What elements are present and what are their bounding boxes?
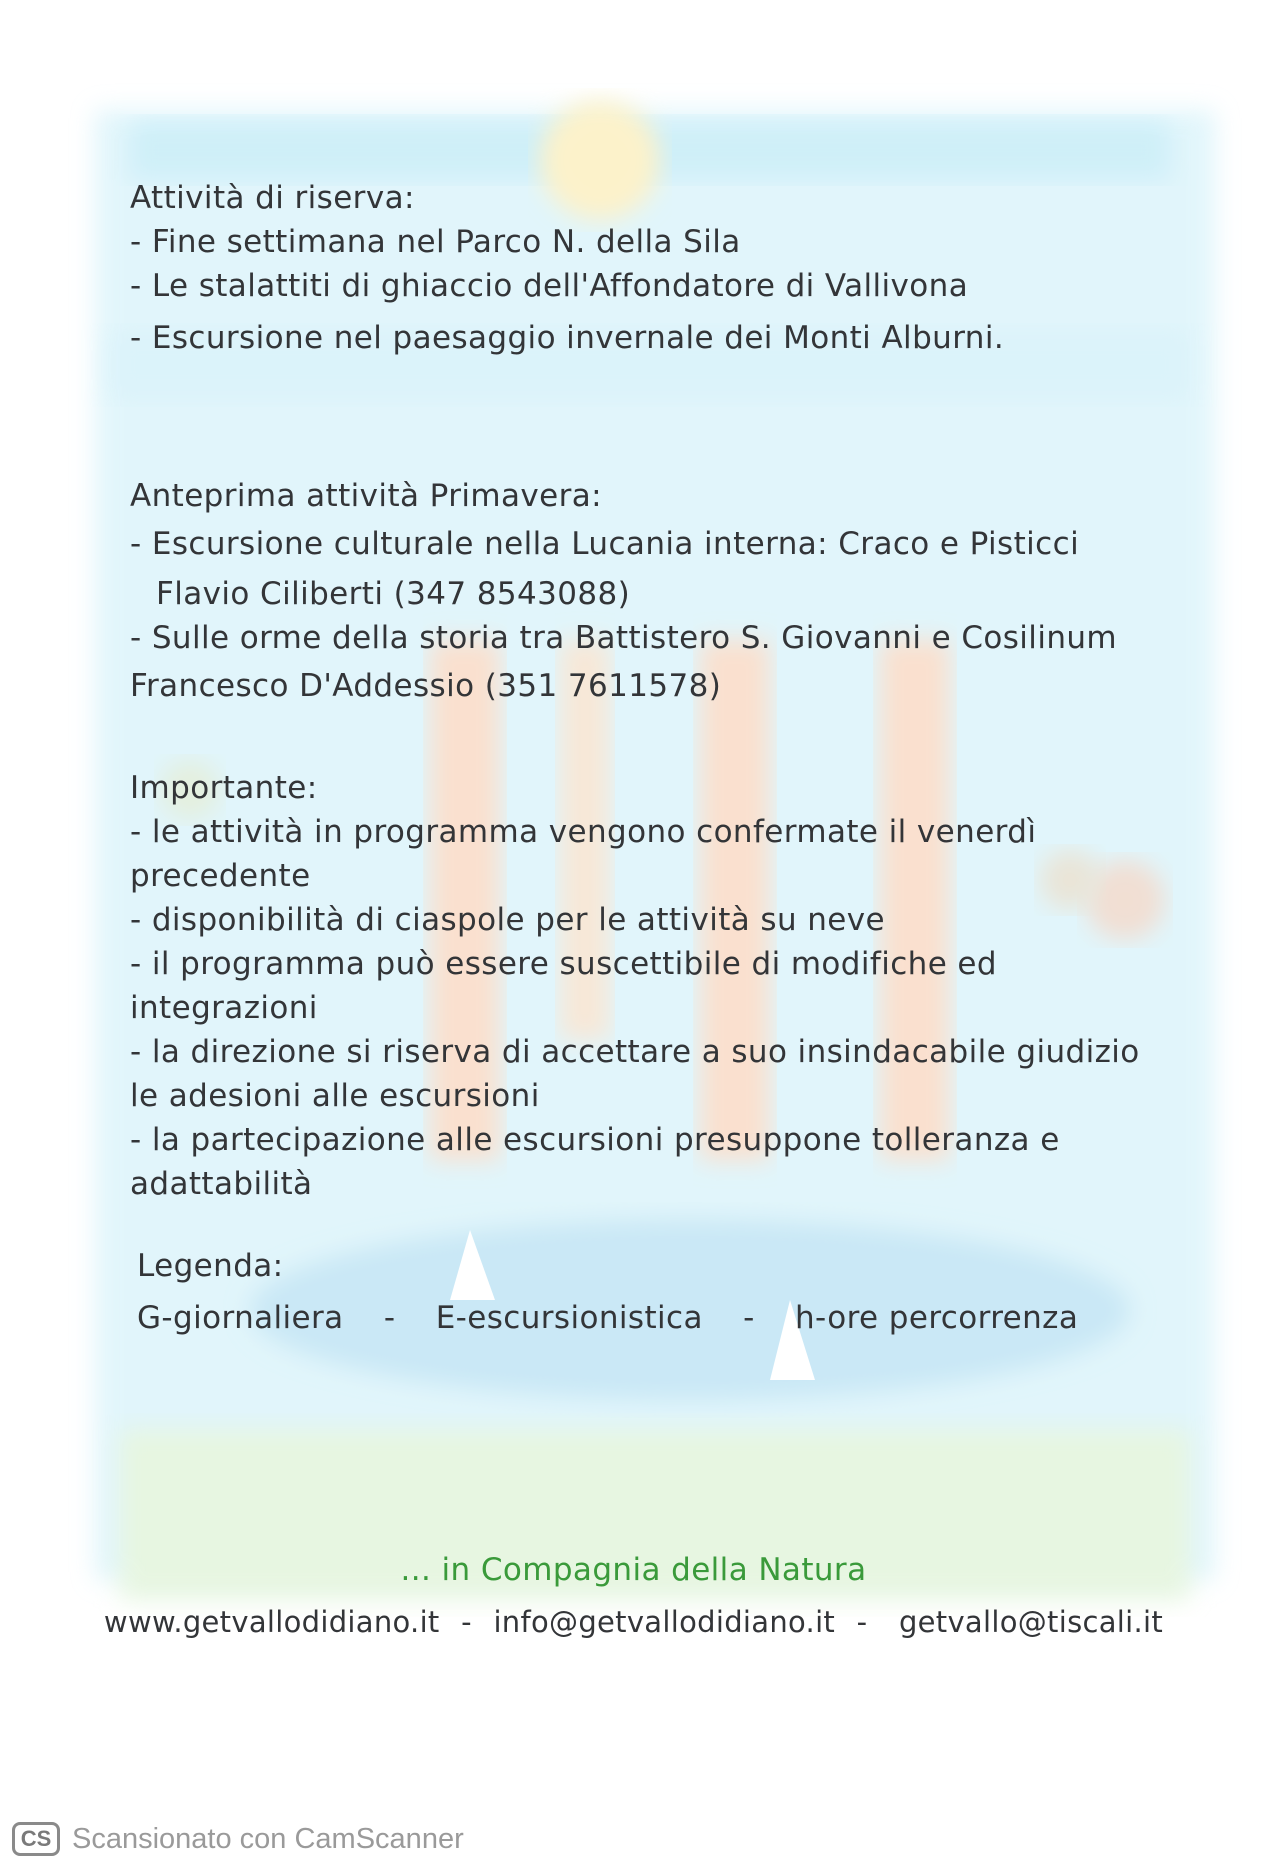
contacts-line [0, 1605, 1267, 1639]
important-line: - disponibilità di ciaspole per le attività su neve [130, 902, 885, 938]
camscanner-logo-icon: CS [12, 1822, 60, 1856]
camscanner-label: Scansionato con CamScanner [72, 1823, 464, 1855]
legend-row [137, 1296, 1078, 1340]
motto: ... in Compagnia della Natura [400, 1552, 867, 1588]
email-link[interactable]: info@getvallodidiano.it [493, 1605, 836, 1639]
reserve-section [130, 176, 1004, 360]
important-line: - il programma può essere suscettibile di modifiche ed [130, 946, 997, 982]
legend-section [137, 1244, 1078, 1340]
spring-section [130, 474, 1117, 708]
reserve-item: - Escursione nel paesaggio invernale dei Monti Alburni. [130, 320, 1005, 356]
legend-title: Legenda: [137, 1248, 284, 1284]
reserve-item: - Le stalattiti di ghiaccio dell'Affondatore di Vallivona [130, 268, 969, 304]
email-link[interactable]: getvallo@tiscali.it [898, 1605, 1164, 1639]
important-title: Importante: [130, 770, 318, 806]
important-line: - la direzione si riserva di accettare a suo insindacabile giudizio [130, 1034, 1140, 1070]
important-line: le adesioni alle escursioni [130, 1078, 540, 1114]
important-line: - la partecipazione alle escursioni presuppone tolleranza e [130, 1122, 1060, 1158]
reserve-title: Attività di riserva: [130, 180, 415, 216]
important-line: integrazioni [130, 990, 318, 1026]
spring-item-contact: Francesco D'Addessio (351 7611578) [130, 668, 722, 704]
contacts-separator: - [461, 1605, 472, 1639]
spring-item-contact: Flavio Ciliberti (347 8543088) [156, 576, 631, 612]
spring-title: Anteprima attività Primavera: [130, 478, 602, 514]
legend-h: h-ore percorrenza [795, 1300, 1079, 1336]
important-section [130, 766, 1140, 1206]
legend-separator: - [383, 1300, 396, 1336]
reserve-item: - Fine settimana nel Parco N. della Sila [130, 224, 741, 260]
important-line: precedente [130, 858, 311, 894]
legend-g: G-giornaliera [137, 1300, 344, 1336]
legend-e: E-escursionistica [435, 1300, 703, 1336]
spring-item: - Sulle orme della storia tra Battistero S. Giovanni e Cosilinum [130, 620, 1118, 656]
legend-separator: - [743, 1300, 755, 1336]
important-line: - le attività in programma vengono confermate il venerdì [130, 814, 1037, 850]
website-link[interactable]: www.getvallodidiano.it [103, 1605, 440, 1639]
spring-item: - Escursione culturale nella Lucania interna: Craco e Pisticci [130, 526, 1080, 562]
contacts-separator: - [856, 1605, 868, 1639]
important-line: adattabilità [130, 1166, 313, 1202]
